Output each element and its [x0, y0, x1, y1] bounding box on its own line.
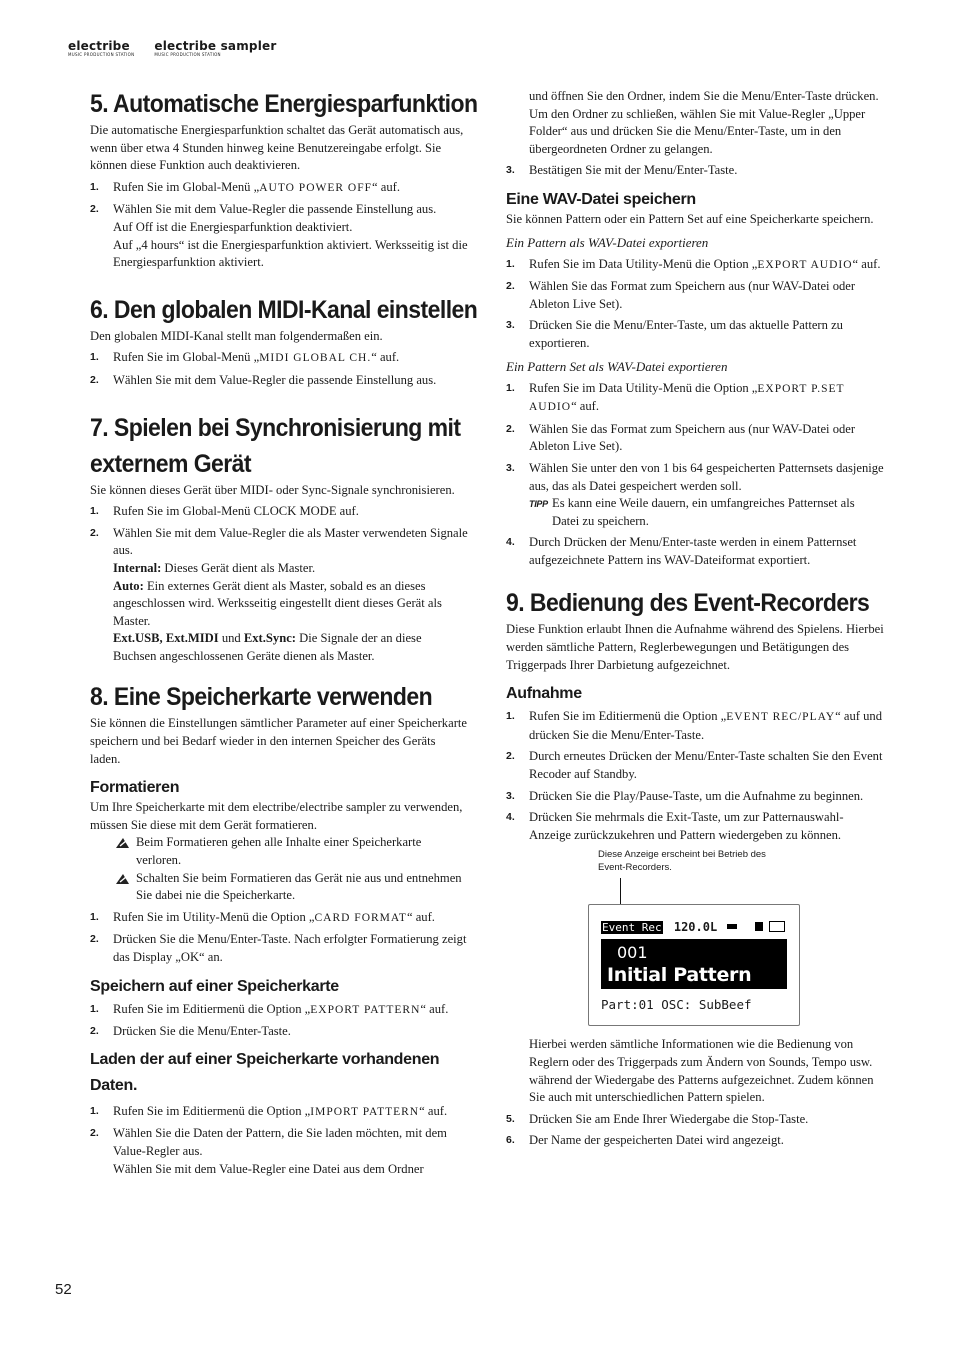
section-title-7: 7. Spielen bei Synchronisierung mit externem Gerät — [90, 413, 461, 478]
tip-note: TIPP Es kann eine Weile dauern, ein umfangreiches Patternset als Datei zu speichern. — [529, 496, 855, 528]
section-6-steps — [90, 349, 468, 389]
wav-patternset-heading: Ein Pattern Set als WAV-Datei exportieren — [506, 358, 728, 374]
card-icon — [755, 922, 763, 931]
subsection-aufnahme: Aufnahme — [506, 685, 582, 703]
formatieren-steps — [90, 909, 468, 967]
section-5-intro: Die automatische Energiesparfunktion schaltet das Gerät automatisch aus, wenn über etwa 4 Stunden hinweg keine Benutzereingabe erfolgt. Sie können diese Funktion auch deaktivieren. — [90, 123, 464, 173]
pattern-number: 001 — [617, 943, 648, 963]
section-title-9: 9. Bedienung des Event-Recorders — [506, 589, 870, 618]
warning-note: Schalten Sie beim Formatieren das Gerät nie aus und entnehmen Sie dabei nie die Speicherkarte. — [90, 870, 468, 905]
step: 6. Der Name der gespeicherten Datei wird angezeigt. — [506, 1133, 784, 1148]
subsection-laden: Laden der auf einer Speicherkarte vorhandenen Daten. — [90, 1050, 440, 1094]
left-column — [90, 86, 478, 1182]
lcd-status-row — [601, 919, 787, 935]
level-bar-icon — [727, 924, 737, 929]
step: 2. Wählen Sie mit dem Value-Regler die passende Einstellung aus. Auf Off ist die Energiesparfunktion deaktiviert. Auf „4 hours“ ist die Energiesparfunktion aktiviert. Werksseitig ist die Energiesparfunktion aktiviert. — [90, 202, 468, 270]
formatieren-intro: Um Ihre Speicherkarte mit dem electribe/electribe sampler zu verwenden, müssen Sie diese mit dem Gerät formatieren. — [90, 800, 463, 832]
section-9-after-figure: Hierbei werden sämtliche Informationen wie die Bedienung von Reglern oder des Triggerpads zum Ändern von Sounds, Tempo usw. während der Wiedergabe des Patterns aufgezeichnet. Zudem können Sie auch mit unterschiedlichen Pattern spielen. — [529, 1037, 874, 1105]
part-info: Part:01 OSC: SubBeef — [601, 997, 752, 1013]
step: 1. Rufen Sie im Global-Menü „AUTO POWER OFF“ auf. — [90, 179, 400, 194]
step: 3. Drücken Sie die Menu/Enter-Taste, um das aktuelle Pattern zu exportieren. — [506, 318, 843, 350]
wav-pattern-heading: Ein Pattern als WAV-Datei exportieren — [506, 234, 709, 250]
wav-pattern-steps — [506, 256, 884, 353]
step: 2. Wählen Sie die Daten der Pattern, die Sie laden möchten, mit dem Value-Regler aus. Wählen Sie mit dem Value-Regler eine Datei aus dem Ordner — [90, 1126, 447, 1176]
laden-step-2-continued: und öffnen Sie den Ordner, indem Sie die Menu/Enter-Taste drücken. Um den Ordner zu schließen, wählen Sie mit Value-Regler „Upper Folder“ aus und drücken Sie die Menu/Enter-Taste, um in den übergeordneten Ordner zu gelangen. — [529, 89, 879, 156]
warning-icon — [115, 837, 130, 849]
section-7-steps — [90, 503, 468, 665]
step: 5. Drücken Sie am Ende Ihrer Wiedergabe die Stop-Taste. — [506, 1111, 809, 1126]
step: 1. Rufen Sie im Editiermenü die Option „EVENT REC/PLAY“ auf und drücken Sie die Menu/Enter-Taste. — [506, 709, 883, 742]
laden-steps-continued — [506, 162, 884, 180]
event-rec-indicator: Event Rec — [602, 921, 662, 935]
step: 2. Durch erneutes Drücken der Menu/Enter-Taste schalten Sie den Event Recoder auf Standby. — [506, 749, 883, 782]
page-number: 52 — [55, 1281, 72, 1298]
step: 2. Wählen Sie mit dem Value-Regler die passende Einstellung aus. — [90, 372, 437, 387]
step: 3. Bestätigen Sie mit der Menu/Enter-Taste. — [506, 163, 738, 178]
battery-icon — [769, 921, 785, 932]
warning-note: Beim Formatieren gehen alle Inhalte einer Speicherkarte verloren. — [90, 834, 468, 869]
subsection-speichern: Speichern auf einer Speicherkarte — [90, 977, 339, 995]
electribe-logo: electribe MUSIC PRODUCTION STATION — [68, 39, 135, 57]
step: 4. Durch Drücken der Menu/Enter-taste werden in einem Patternset aufgezeichnete Pattern ins WAV-Dateiformat exportiert. — [506, 535, 857, 567]
right-column — [506, 88, 884, 1154]
section-title-5: 5. Automatische Energiesparfunktion — [90, 90, 478, 118]
pattern-display — [601, 939, 787, 989]
step: 2. Wählen Sie das Format zum Speichern aus (nur WAV-Datei oder Ableton Live Set). — [506, 421, 856, 454]
step: 1. Rufen Sie im Data Utility-Menü die Option „EXPORT AUDIO“ auf. — [506, 256, 881, 271]
step: 1. Rufen Sie im Data Utility-Menü die Option „EXPORT P.SET AUDIO“ auf. — [506, 380, 845, 414]
aufnahme-steps — [506, 708, 884, 844]
laden-steps — [90, 1103, 468, 1178]
section-6-intro: Den globalen MIDI-Kanal stellt man folgendermaßen ein. — [90, 328, 383, 343]
section-7-intro: Sie können dieses Gerät über MIDI- oder Sync-Signale synchronisieren. — [90, 482, 455, 497]
step: 2. Wählen Sie das Format zum Speichern aus (nur WAV-Datei oder Ableton Live Set). — [506, 279, 856, 311]
subsection-wav: Eine WAV-Datei speichern — [506, 190, 696, 208]
step: 1. Rufen Sie im Editiermenü die Option „IMPORT PATTERN“ auf. — [90, 1103, 448, 1118]
step: 2. Drücken Sie die Menu/Enter-Taste. Nach erfolgter Formatierung zeigt das Display „OK“ an. — [90, 932, 467, 964]
step: 1. Rufen Sie im Global-Menü „MIDI GLOBAL CH.“ auf. — [90, 350, 400, 365]
section-9-intro: Diese Funktion erlaubt Ihnen die Aufnahme während des Spielens. Hierbei werden sämtliche Pattern, Reglerbewegungen und Betätigungen des Triggerpads Ihrer Darbietung aufgezeichnet. — [506, 622, 884, 672]
aufnahme-steps-end — [506, 1111, 884, 1150]
step: 2. Drücken Sie die Menu/Enter-Taste. — [90, 1024, 291, 1039]
step: 3. Drücken Sie die Play/Pause-Taste, um die Aufnahme zu beginnen. — [506, 788, 864, 803]
step: 2. Wählen Sie mit dem Value-Regler die als Master verwendeten Signale aus. Internal: Dieses Gerät dient als Master. Auto: Ein externes Gerät dient als Master, sobald es an dieses angeschlossen wird. Werksseitig eingestellt dient dieses Gerät als Master. Ext.USB, Ext.MIDI und Ext.Sync: Die Signale der an diese Buchsen angeschlossenen Geräte dienen als Master. — [90, 525, 468, 663]
electribe-sampler-logo: electribe sampler MUSIC PRODUCTION STATION — [154, 39, 277, 57]
step: 1. Rufen Sie im Editiermenü die Option „EXPORT PATTERN“ auf. — [90, 1001, 449, 1016]
wav-intro: Sie können Pattern oder ein Pattern Set auf eine Speicherkarte speichern. — [506, 211, 874, 226]
section-8-intro: Sie können die Einstellungen sämtlicher Parameter auf einer Speicherkarte speichern und bei Bedarf wieder in den internen Speicher des Geräts laden. — [90, 716, 467, 766]
pattern-name: Initial Pattern — [607, 964, 752, 987]
section-5-steps — [90, 179, 468, 272]
lcd-display — [588, 904, 800, 1026]
event-recorder-figure — [506, 848, 886, 1028]
section-title-8: 8. Eine Speicherkarte verwenden — [90, 683, 433, 712]
speichern-steps — [90, 1001, 468, 1041]
tempo-readout: 120.0L — [673, 920, 718, 935]
tip-label: TIPP — [529, 499, 548, 510]
step: 1. Rufen Sie im Utility-Menü die Option „CARD FORMAT“ auf. — [90, 909, 435, 924]
figure-caption: Diese Anzeige erscheint bei Betrieb des Event-Recorders. — [598, 849, 766, 874]
step: 3. Wählen Sie unter den von 1 bis 64 gespeicherten Patternsets dasjenige aus, das als Datei gespeichert werden soll. TIPP Es kann eine Weile dauern, ein umfangreiches Patternset als Datei zu speichern. — [506, 460, 884, 530]
warning-icon — [115, 873, 130, 885]
step: 1. Rufen Sie im Global-Menü CLOCK MODE auf. — [90, 504, 359, 519]
subsection-formatieren: Formatieren — [90, 779, 180, 797]
section-title-6: 6. Den globalen MIDI-Kanal einstellen — [90, 295, 478, 324]
wav-patternset-steps — [506, 380, 884, 570]
header-logos — [68, 40, 277, 57]
step: 4. Drücken Sie mehrmals die Exit-Taste, um zur Patternauswahl-Anzeige zurückzukehren und Pattern wiedergeben zu können. — [506, 810, 844, 842]
